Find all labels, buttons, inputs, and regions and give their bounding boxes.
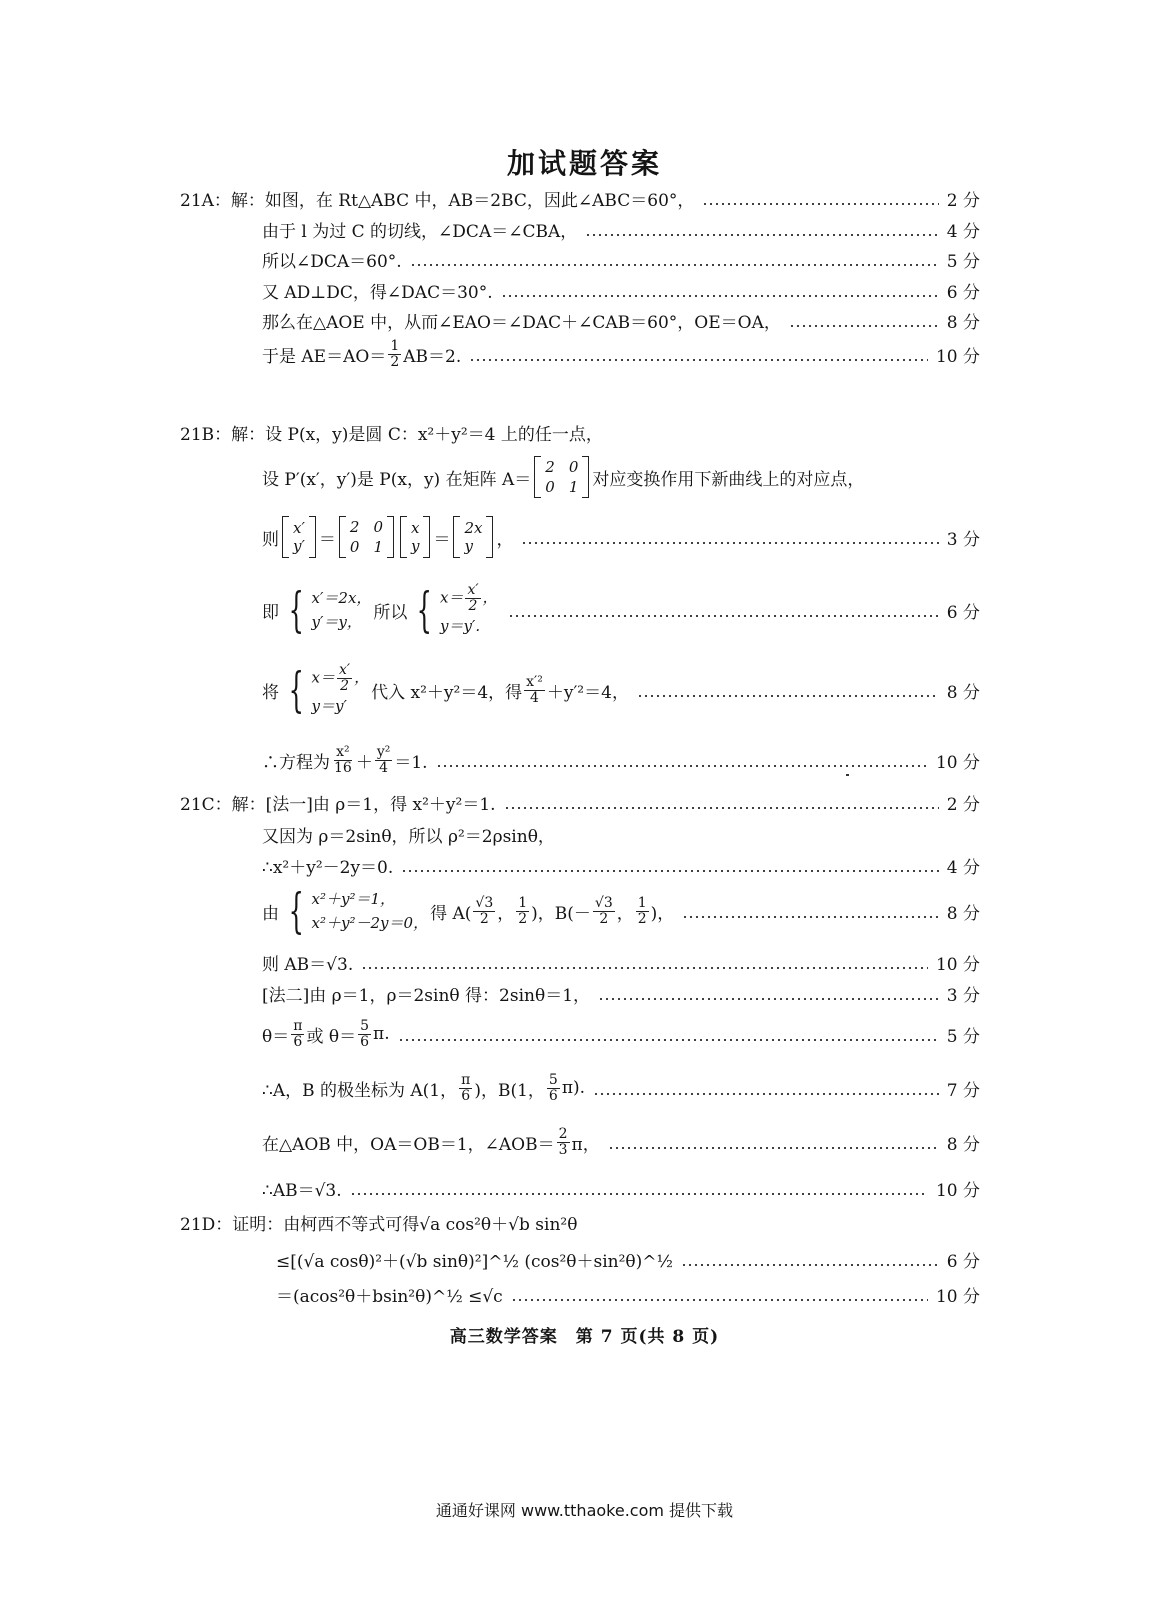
dot-leader (608, 1134, 939, 1151)
vector-cell: y′ (293, 537, 305, 555)
line-text: ＝1. (394, 752, 428, 773)
vector-cell: 2x (464, 519, 483, 537)
left-bracket (400, 516, 407, 558)
answer-21b-line-5 (262, 660, 980, 720)
line-text: ＝(acos²θ＋bsin²θ)^½ ≤√c (276, 1287, 503, 1307)
matrix-cell: 1 (568, 478, 579, 496)
score: 10 分 (935, 346, 980, 367)
score: 6 分 (946, 1252, 980, 1272)
denominator: 16 (334, 759, 352, 776)
denominator: 4 (379, 759, 389, 776)
answer-21b-line-2 (262, 452, 980, 502)
line-text: 得 A( (430, 903, 472, 924)
page-title: 加试题答案 (506, 147, 662, 180)
line-text: 由于 l 为过 C 的切线，∠DCA＝∠CBA， (262, 222, 578, 242)
answer-21c-line-7 (262, 1012, 980, 1056)
numerator: 1 (390, 337, 400, 354)
left-bracket (339, 516, 346, 558)
dot-leader (410, 251, 939, 268)
denominator: 2 (599, 910, 609, 927)
numerator: 5 (360, 1017, 370, 1034)
fraction (547, 1073, 560, 1104)
score: 8 分 (946, 1134, 980, 1155)
line-text: 又因为 ρ＝2sinθ，所以 ρ²＝2ρsinθ， (262, 827, 555, 847)
dot-leader (436, 752, 928, 769)
right-bracket (309, 516, 316, 558)
download-watermark: 通通好课网 www.tthaoke.com 提供下载 (435, 1501, 734, 1520)
line-text: θ＝ (262, 1026, 290, 1047)
score: 8 分 (946, 682, 980, 703)
matrix-cell: 0 (568, 458, 579, 476)
score: 2 分 (946, 191, 980, 211)
system-row: y′＝y， (311, 613, 362, 631)
matrix-cell: 0 (373, 518, 383, 536)
line-text: 21A：解：如图，在 Rt△ABC 中，AB＝2BC，因此∠ABC＝60°， (180, 191, 695, 211)
right-bracket (486, 516, 493, 558)
answer-21a-line-5 (262, 308, 980, 333)
numerator: π (293, 1017, 303, 1034)
answer-21c-line-4 (262, 884, 980, 938)
answer-21d-line-2 (276, 1247, 980, 1272)
system-row (440, 583, 498, 614)
fraction (524, 675, 545, 706)
matrix-cells (541, 458, 582, 496)
line-text: 那么在△AOE 中，从而∠EAO＝∠DAC＋∠CAB＝60°，OE＝OA， (262, 313, 781, 333)
vector-cell: y (410, 537, 420, 555)
dot-leader (681, 1251, 939, 1268)
answer-21c-line-5 (262, 950, 980, 975)
fraction (459, 1073, 472, 1104)
denominator: 6 (360, 1033, 370, 1050)
right-bracket (387, 516, 394, 558)
system-row: x²＋y²－2y＝0， (311, 914, 429, 932)
numerator: x′² (526, 673, 543, 690)
score: 2 分 (946, 795, 980, 815)
answer-21c-line-1 (180, 790, 980, 815)
line-text: ≤[(√a cosθ)²＋(√b sinθ)²]^½ (cos²θ＋sin²θ)^½ (276, 1252, 674, 1272)
line-text: ， (496, 529, 514, 550)
vector-cell: x′ (293, 519, 305, 537)
line-text: ＋y′²＝4， (546, 682, 629, 703)
line-text: 所以∠DCA＝60°. (262, 252, 402, 272)
dot-leader (585, 221, 939, 238)
numerator: x′ (467, 581, 479, 598)
answer-21c-line-2 (262, 822, 980, 847)
numerator: 1 (518, 894, 528, 911)
line-text: 于是 AE＝AO＝ (262, 346, 387, 367)
system-rows (440, 583, 498, 638)
equation-system (281, 883, 429, 939)
line-text: 21C：解：[法一]由 ρ＝1，得 x²＋y²＝1. (180, 795, 496, 815)
line-text: 又 AD⊥DC，得∠DAC＝30°. (262, 283, 493, 303)
line-text: 在△AOB 中，OA＝OB＝1，∠AOB＝ (262, 1134, 555, 1155)
fraction (636, 896, 649, 927)
left-brace: { (417, 582, 433, 638)
score: 7 分 (946, 1080, 980, 1101)
vector-prime (282, 516, 316, 558)
left-brace: { (288, 582, 304, 638)
numerator: x² (336, 743, 350, 760)
line-text: π， (571, 1134, 600, 1155)
system-row: x²＋y²＝1， (311, 890, 396, 908)
equals-sign: ＝ (318, 529, 336, 550)
scan-speck (846, 774, 849, 776)
system-row: x′＝2x， (311, 589, 372, 607)
denominator: 6 (548, 1087, 558, 1104)
numerator: 1 (637, 894, 647, 911)
line-text: 设 P′(x′，y′)是 P(x，y) 在矩阵 A＝ (262, 469, 532, 490)
left-bracket (534, 456, 541, 498)
line-text: 则 (262, 529, 279, 550)
dot-leader (593, 1080, 939, 1097)
score: 10 分 (935, 1287, 980, 1307)
answer-21c-line-10 (262, 1176, 980, 1201)
answer-21a-line-1 (180, 186, 980, 211)
score: 8 分 (946, 313, 980, 333)
fraction (332, 745, 354, 776)
fraction (291, 1019, 304, 1050)
denominator: 2 (468, 597, 478, 614)
denominator: 6 (461, 1087, 471, 1104)
matrix-a (339, 516, 394, 558)
line-text: 对应变换作用下新曲线上的对应点， (592, 469, 865, 490)
score: 6 分 (946, 283, 980, 303)
dot-leader (361, 954, 928, 971)
numerator: x′ (339, 661, 351, 678)
left-bracket (453, 516, 460, 558)
denominator: 2 (340, 677, 350, 694)
answer-21b-line-4 (262, 580, 980, 640)
denominator: 2 (518, 910, 528, 927)
answer-21a-line-4 (262, 278, 980, 303)
vector-cells (407, 519, 423, 555)
system-rows (312, 663, 370, 718)
line-text: 将 (262, 682, 279, 703)
line-text: ∴x²＋y²－2y＝0. (262, 858, 394, 878)
fraction (593, 896, 615, 927)
answer-21c-line-9 (262, 1120, 980, 1164)
line-text: 21D：证明：由柯西不等式可得√a cos²θ＋√b sin²θ (180, 1215, 578, 1235)
dot-leader (504, 794, 939, 811)
fraction (516, 896, 529, 927)
dot-leader (398, 1026, 939, 1043)
dot-leader (511, 1286, 928, 1303)
dot-leader (702, 190, 938, 207)
denominator: 2 (390, 353, 400, 370)
matrix-cell: 0 (349, 538, 360, 556)
line-text: π). (561, 1078, 586, 1098)
line-text: 则 AB＝√3. (262, 955, 354, 975)
equation-system (281, 582, 372, 638)
dot-leader (401, 857, 938, 874)
line-text: )，B(1， (474, 1080, 545, 1101)
line-text: 21B：解：设 P(x，y)是圆 C：x²＋y²＝4 上的任一点， (180, 425, 603, 445)
vector-cells (460, 519, 486, 555)
answer-21d-line-3 (276, 1282, 980, 1307)
score: 4 分 (946, 222, 980, 242)
system-rows (312, 586, 372, 634)
vector-cells (289, 519, 309, 555)
denominator: 6 (293, 1033, 303, 1050)
answer-21c-line-6 (262, 981, 980, 1006)
system-row: y＝y′ (311, 696, 347, 715)
matrix-cells (346, 518, 387, 556)
answer-21a-line-2 (262, 217, 980, 242)
answer-21d-line-1 (180, 1210, 980, 1235)
line-text: ∴AB＝√3. (262, 1181, 342, 1201)
row-text: x＝ (439, 588, 464, 606)
comma: ， (497, 903, 515, 924)
dot-leader (682, 903, 938, 920)
line-text: [法二]由 ρ＝1，ρ＝2sinθ 得：2sinθ＝1， (262, 986, 591, 1006)
numerator: 5 (548, 1071, 558, 1088)
score: 5 分 (946, 1026, 980, 1047)
denominator: 3 (558, 1141, 568, 1158)
answer-21c-line-8 (262, 1066, 980, 1110)
dot-leader (637, 682, 939, 699)
fraction (337, 663, 352, 694)
row-text: ， (354, 668, 370, 686)
dot-leader (508, 602, 939, 619)
answer-21b-line-6 (262, 740, 980, 780)
line-text: 代入 x²＋y²＝4，得 (371, 682, 523, 703)
dot-leader (789, 312, 939, 329)
fraction (465, 583, 480, 614)
vector-xy (400, 516, 430, 558)
left-bracket (282, 516, 289, 558)
matrix-a (534, 456, 589, 498)
score: 6 分 (946, 602, 980, 623)
left-brace: { (288, 662, 304, 718)
matrix-cell: 1 (373, 538, 383, 556)
denominator: 2 (479, 910, 489, 927)
fraction (557, 1127, 570, 1158)
numerator: y² (376, 743, 391, 760)
row-text: x＝ (311, 668, 336, 686)
dot-leader (501, 282, 939, 299)
dot-leader (521, 529, 938, 546)
denominator: 2 (637, 910, 647, 927)
right-bracket (423, 516, 430, 558)
comma: ， (616, 903, 634, 924)
answer-21a-line-6 (262, 334, 980, 374)
score: 10 分 (935, 955, 980, 975)
vector-result (453, 516, 493, 558)
line-text: AB＝2. (403, 346, 462, 367)
page-footer: 高三数学答案 第 7 页(共 8 页) (449, 1327, 720, 1347)
score: 5 分 (946, 252, 980, 272)
score: 4 分 (946, 858, 980, 878)
answer-21b-line-3 (262, 512, 980, 562)
equals-sign: ＝ (433, 529, 451, 550)
line-text: )， (650, 903, 675, 924)
fraction (388, 339, 401, 370)
numerator: √3 (475, 894, 494, 911)
vector-cell: x (410, 519, 420, 537)
line-text: ∴A，B 的极坐标为 A(1， (262, 1080, 458, 1101)
numerator: 2 (558, 1125, 568, 1142)
fraction (473, 896, 495, 927)
denominator: 4 (530, 689, 539, 706)
system-rows (312, 887, 429, 935)
score: 10 分 (935, 752, 980, 773)
right-bracket (582, 456, 589, 498)
line-text: π. (373, 1024, 390, 1044)
matrix-cell: 2 (545, 458, 555, 476)
row-text: ， (482, 588, 498, 606)
equation-system (409, 583, 497, 638)
answer-21a-line-3 (262, 247, 980, 272)
answer-21c-line-3 (262, 853, 980, 878)
fraction (358, 1019, 371, 1050)
numerator: √3 (594, 894, 613, 911)
numerator: π (461, 1071, 471, 1088)
score: 10 分 (935, 1181, 980, 1201)
line-text: )，B(－ (531, 903, 591, 924)
matrix-cell: 2 (349, 518, 360, 536)
answer-21b-line-1 (180, 420, 980, 445)
plus-sign: ＋ (355, 752, 373, 773)
system-row (312, 663, 370, 694)
line-text: 由 (262, 903, 279, 924)
system-row: y＝y′. (439, 616, 481, 635)
dot-leader (469, 346, 928, 363)
line-text: 所以 (373, 602, 408, 623)
line-text: ∴方程为 (262, 752, 330, 773)
fraction (375, 745, 393, 776)
line-text: 或 θ＝ (306, 1026, 357, 1047)
line-text: 即 (262, 602, 279, 623)
score: 3 分 (946, 529, 980, 550)
dot-leader (598, 985, 939, 1002)
score: 8 分 (946, 903, 980, 924)
matrix-cell: 0 (545, 478, 555, 496)
score: 3 分 (946, 986, 980, 1006)
vector-cell: y (464, 537, 473, 555)
equation-system (281, 663, 369, 718)
dot-leader (350, 1180, 928, 1197)
left-brace: { (288, 883, 304, 939)
